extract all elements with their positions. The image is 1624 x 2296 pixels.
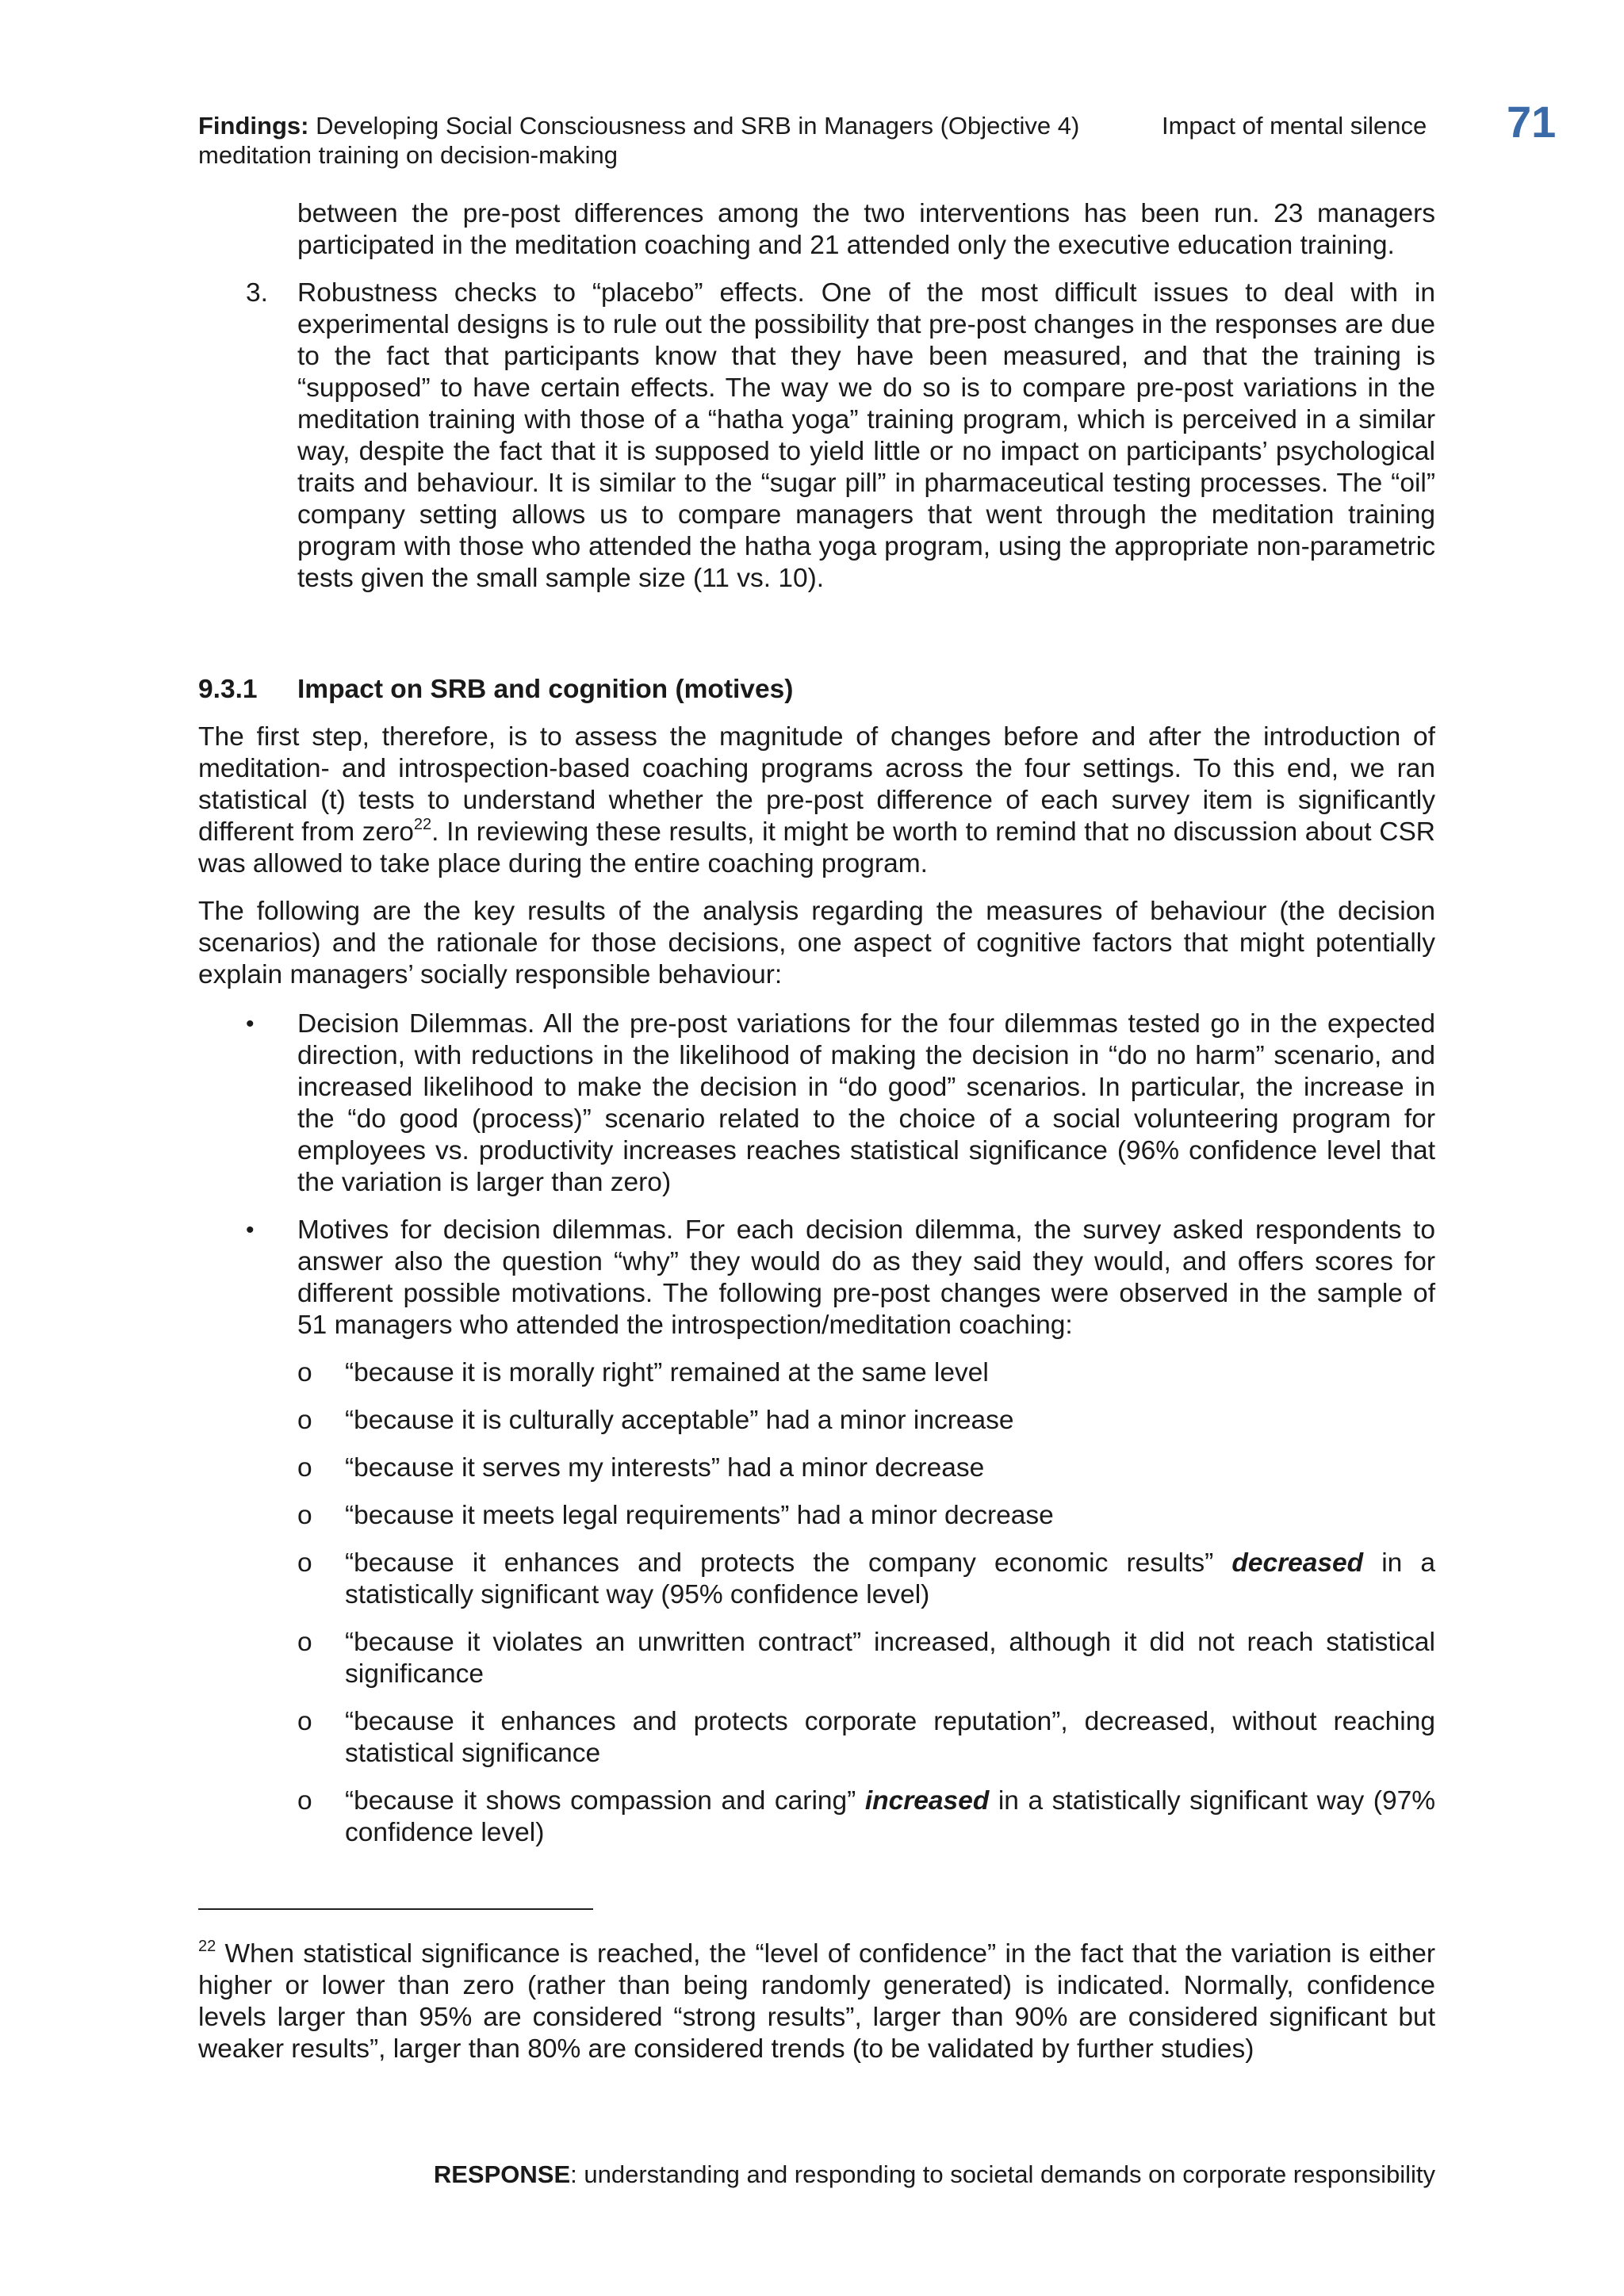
sub-text-part: “because it serves my interests” had a minor decrease bbox=[345, 1453, 985, 1483]
sub-item-morally-right bbox=[297, 1357, 1435, 1389]
header-line-2: meditation training on decision-making bbox=[198, 141, 619, 169]
sub-text-part: “because it is morally right” remained at the same level bbox=[345, 1358, 989, 1387]
numbered-item-3 bbox=[246, 277, 1435, 595]
sub-text bbox=[345, 1452, 1435, 1484]
sub-text bbox=[345, 1548, 1435, 1611]
sub-text-part: in a statistically significant way (97% confidence level) bbox=[345, 1786, 1435, 1847]
section-heading bbox=[198, 674, 793, 706]
page-number: 71 bbox=[1507, 97, 1557, 147]
sub-item-corporate-reputation bbox=[297, 1706, 1435, 1770]
sub-text bbox=[345, 1405, 1435, 1437]
sub-item-unwritten-contract bbox=[297, 1627, 1435, 1690]
sub-marker: o bbox=[297, 1358, 312, 1387]
emphasis-decreased: decreased bbox=[1231, 1548, 1364, 1578]
paragraph-first-step bbox=[198, 721, 1435, 880]
sub-text bbox=[345, 1357, 1435, 1389]
paragraph-text: The first step, therefore, is to assess the magnitude of changes before and after the introduction of meditation- and introspection-based coaching programs across the four settings. To this end, we ran statistical (t) tests to understand whether the pre-post difference of each survey item is significantly different from zero bbox=[198, 722, 1435, 847]
running-header bbox=[198, 111, 1435, 170]
bullet-text: Motives for decision dilemmas. For each decision dilemma, the survey asked respondents to answer also the question “why” they would do as they said they would, and offers scores for different possible motivations. The following pre-post changes were observed in the sample of 51 managers who attended the introspection/meditation coaching: bbox=[297, 1215, 1435, 1340]
header-line-1 bbox=[198, 111, 1435, 140]
sub-marker: o bbox=[297, 1548, 312, 1578]
bullet-marker: • bbox=[246, 1217, 255, 1243]
sub-text bbox=[345, 1706, 1435, 1770]
sub-text-part: in a statistically significant way (95% confidence level) bbox=[345, 1548, 1435, 1609]
sub-text-part: “because it enhances and protects the company economic results” bbox=[345, 1548, 1232, 1578]
sub-text bbox=[345, 1785, 1435, 1849]
sub-text-part: “because it is culturally acceptable” had a minor increase bbox=[345, 1406, 1014, 1435]
sub-item-culturally-acceptable bbox=[297, 1405, 1435, 1437]
footnote-divider bbox=[198, 1908, 593, 1910]
paragraph-text-cont: . In reviewing these results, it might be worth to remind that no discussion about CSR was allowed to take place during the entire coaching program. bbox=[198, 817, 1435, 878]
emphasis-increased: increased bbox=[864, 1786, 990, 1816]
bullet-marker: • bbox=[246, 1011, 255, 1037]
sub-marker: o bbox=[297, 1406, 312, 1435]
sub-item-serves-interests bbox=[297, 1452, 1435, 1484]
header-label: Findings: bbox=[198, 112, 309, 140]
footnote-number: 22 bbox=[198, 1938, 216, 1955]
sub-marker: o bbox=[297, 1628, 312, 1657]
continuation-paragraph: between the pre-post differences among the two interventions has been run. 23 managers participated in the meditation coaching and 21 attended only the executive education training. bbox=[297, 199, 1435, 260]
sub-marker: o bbox=[297, 1453, 312, 1483]
sub-marker: o bbox=[297, 1786, 312, 1816]
sub-item-economic-results bbox=[297, 1548, 1435, 1611]
running-footer bbox=[429, 2160, 1435, 2189]
sub-text-part: “because it shows compassion and caring” bbox=[345, 1786, 865, 1816]
bullet-text: Decision Dilemmas. All the pre-post variations for the four dilemmas tested go in the expected direction, with reductions in the likelihood of making the decision in “do no harm” scenario, and increased likelihood to make the decision in “do good” scenarios. In particular, the increase in the “do good (process)” scenario related to the choice of a social volunteering program for employees vs. productivity increases reaches statistical significance (96% confidence level that the variation is larger than zero) bbox=[297, 1009, 1435, 1197]
item-number: 3. bbox=[246, 278, 268, 308]
section-number: 9.3.1 bbox=[198, 675, 258, 704]
section-title: Impact on SRB and cognition (motives) bbox=[297, 675, 794, 704]
sub-text-part: “because it enhances and protects corporate reputation”, decreased, without reaching statistical significance bbox=[345, 1707, 1435, 1768]
sub-text-part: “because it violates an unwritten contract” increased, although it did not reach statistical significance bbox=[345, 1628, 1435, 1689]
sub-text bbox=[345, 1627, 1435, 1690]
header-right-text: Impact of mental silence bbox=[1162, 112, 1427, 140]
footnote-22 bbox=[198, 1938, 1435, 2065]
footnote-reference[interactable]: 22 bbox=[413, 816, 432, 833]
sub-text bbox=[345, 1500, 1435, 1532]
header-left-text: Developing Social Consciousness and SRB in Managers (Objective 4) bbox=[308, 112, 1080, 140]
bullet-decision-dilemmas bbox=[246, 1008, 1435, 1199]
sub-text-part: “because it meets legal requirements” had a minor decrease bbox=[345, 1501, 1054, 1530]
sub-marker: o bbox=[297, 1501, 312, 1530]
footer-brand: RESPONSE bbox=[433, 2160, 571, 2188]
bullet-motives bbox=[246, 1215, 1435, 1341]
item-text: Robustness checks to “placebo” effects. One of the most difficult issues to deal with in experimental designs is to rule out the possibility that pre-post changes in the responses are due to the fact that participants know that they have been measured, and that the training is “supposed” to have certain effects. The way we do so is to compare pre-post variations in the meditation training with those of a “hatha yoga” training program, which is perceived in a similar way, despite the fact that it is supposed to yield little or no impact on participants’ psychological traits and behaviour. It is similar to the “sugar pill” in pharmaceutical testing processes. The “oil” company setting allows us to compare managers that went through the meditation training program with those who attended the hatha yoga program, using the appropriate non-parametric tests given the small sample size (11 vs. 10). bbox=[297, 278, 1435, 593]
paragraph-key-results: The following are the key results of the analysis regarding the measures of behaviour (the decision scenarios) and the rationale for those decisions, one aspect of cognitive factors that might potentially explain managers’ socially responsible behaviour: bbox=[198, 897, 1435, 989]
sub-item-legal-requirements bbox=[297, 1500, 1435, 1532]
footer-text: : understanding and responding to societal demands on corporate responsibility bbox=[570, 2160, 1435, 2188]
sub-item-compassion bbox=[297, 1785, 1435, 1849]
footnote-text: When statistical significance is reached, the “level of confidence” in the fact that the variation is either higher or lower than zero (rather than being randomly generated) is indicated. Normally, confidence levels larger than 95% are considered “strong results”, larger than 90% are considered significant but weaker results”, larger than 80% are considered trends (to be validated by further studies) bbox=[198, 1939, 1435, 2064]
sub-marker: o bbox=[297, 1707, 312, 1736]
